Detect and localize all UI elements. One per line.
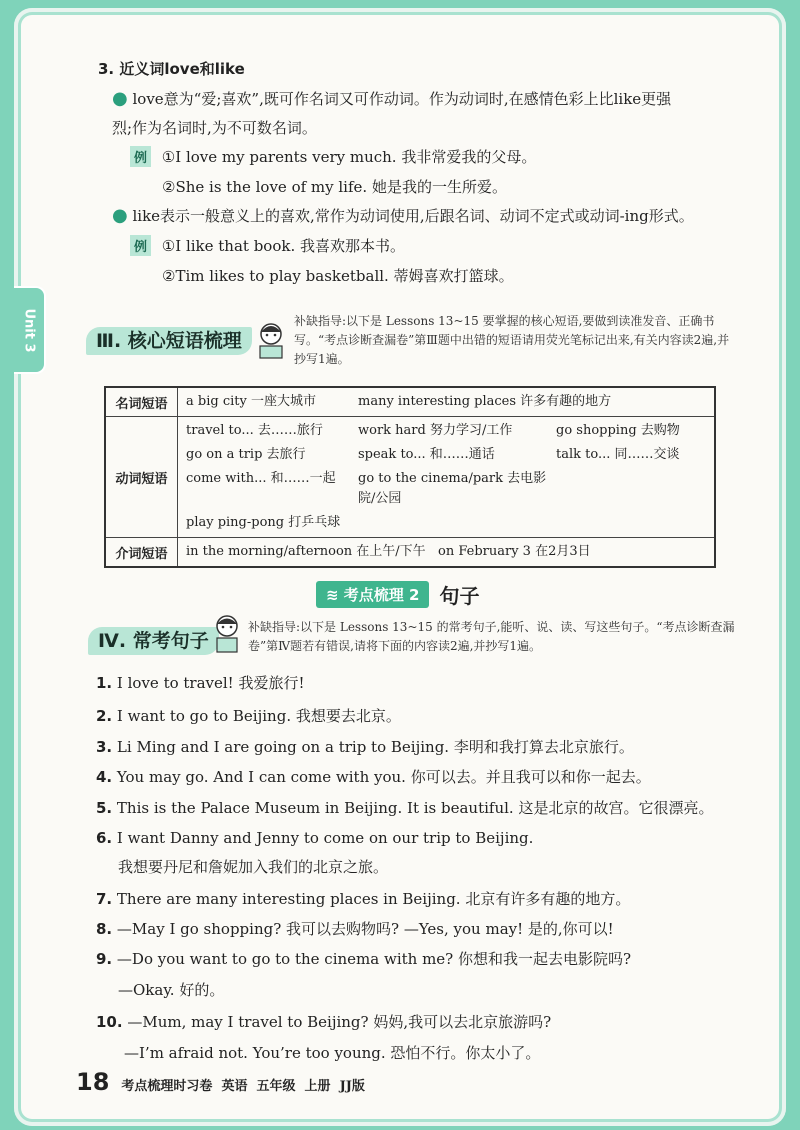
bullet-love-line2: 烈;作为名词时,为不可数名词。 bbox=[112, 119, 317, 137]
verb-phrase: come with... 和……一起 bbox=[186, 471, 336, 486]
sentence-item: 3. Li Ming and I are going on a trip to Beijing. 李明和我打算去北京旅行。 bbox=[96, 738, 634, 756]
verb-phrase: go shopping 去购物 bbox=[556, 423, 680, 438]
bullet-dot-icon: ● bbox=[112, 205, 128, 226]
page-number: 18 bbox=[76, 1068, 110, 1096]
verb-phrase: talk to... 同……交谈 bbox=[556, 447, 680, 462]
table-row-verb bbox=[105, 417, 715, 538]
sentence-item: 5. This is the Palace Museum in Beijing. It is beautiful. 这是北京的故宫。它很漂亮。 bbox=[96, 799, 714, 817]
section-banner bbox=[316, 580, 479, 609]
noun-label: 名词短语 bbox=[105, 387, 178, 417]
sentence-item: 9. —Do you want to go to the cinema with me? 你想和我一起去电影院吗? bbox=[96, 950, 632, 968]
bullet-like: ● like表示一般意义上的喜欢,常作为动词使用,后跟名词、动词不定式或动词-ing形式。 bbox=[112, 205, 694, 226]
prep-phrase: on February 3 在2月3日 bbox=[438, 544, 591, 559]
bullet-dot-icon: ● bbox=[112, 88, 128, 109]
page-footer bbox=[76, 1068, 365, 1096]
part4-note: 补缺指导:以下是 Lessons 13~15 的常考句子,能听、说、读、写这些句子。“考点诊断查漏卷”第Ⅳ题若有错误,请将下面的内容读2遍,并抄写1遍。 bbox=[248, 620, 735, 653]
example-3: 例 ①I like that book. 我喜欢那本书。 bbox=[130, 235, 405, 256]
noun-phrase: a big city 一座大城市 bbox=[186, 394, 316, 409]
phrase-table bbox=[104, 386, 716, 568]
sentence-item: 2. I want to go to Beijing. 我想要去北京。 bbox=[96, 707, 401, 725]
verb-label: 动词短语 bbox=[105, 417, 178, 538]
verb-phrase: go to the cinema/park 去电影院/公园 bbox=[358, 471, 547, 506]
verb-phrase: travel to... 去……旅行 bbox=[186, 423, 323, 438]
book-info: 考点梳理时习卷 英语 五年级 上册 JJ版 bbox=[121, 1079, 365, 1094]
section-title: 3. 近义词love和like bbox=[98, 60, 245, 78]
example-1: 例 ①I love my parents very much. 我非常爱我的父母。 bbox=[130, 146, 536, 167]
example-tag: 例 bbox=[130, 235, 151, 256]
sentence-item-reply: —I’m afraid not. You’re too young. 恐怕不行。你太小了。 bbox=[124, 1044, 541, 1062]
sentence-item: 10. —Mum, may I travel to Beijing? 妈妈,我可以去北京旅游吗? bbox=[96, 1013, 552, 1031]
verb-phrase bbox=[556, 469, 706, 509]
part3-heading-wrap bbox=[86, 326, 252, 353]
example-4: ②Tim likes to play basketball. 蒂姆喜欢打篮球。 bbox=[162, 267, 514, 285]
sentence-item-translation: 我想要丹尼和詹妮加入我们的北京之旅。 bbox=[118, 858, 389, 876]
verb-phrase: work hard 努力学习/工作 bbox=[358, 423, 513, 438]
bullet-love-line1: ● love意为“爱;喜欢”,既可作名词又可作动词。作为动词时,在感情色彩上比like更强 bbox=[112, 88, 672, 109]
sentence-item: 4. You may go. And I can come with you. 你可以去。并且我可以和你一起去。 bbox=[96, 768, 651, 786]
noun-phrase: many interesting places 许多有趣的地方 bbox=[358, 394, 612, 409]
unit-label: Unit 3 bbox=[21, 307, 37, 353]
part4-heading: Ⅳ. 常考句子 bbox=[88, 627, 219, 655]
table-row-prep bbox=[105, 538, 715, 568]
table-row-noun bbox=[105, 387, 715, 417]
part3-note: 补缺指导:以下是 Lessons 13~15 要掌握的核心短语,要做到读准发音、正确书写。“考点诊断查漏卷”第Ⅲ题中出错的短语请用荧光笔标记出来,有关内容读2遍,并抄写1遍。 bbox=[294, 314, 730, 366]
prep-label: 介词短语 bbox=[105, 538, 178, 568]
student-reading-icon bbox=[254, 320, 288, 360]
sentence-item: 6. I want Danny and Jenny to come on our trip to Beijing. bbox=[96, 829, 534, 847]
student-thinking-icon bbox=[212, 612, 242, 654]
verb-phrase: go on a trip 去旅行 bbox=[186, 447, 306, 462]
banner-title: 句子 bbox=[439, 584, 480, 608]
banner-label: ≋ 考点梳理 2 bbox=[316, 581, 429, 608]
part3-heading: Ⅲ. 核心短语梳理 bbox=[86, 327, 252, 355]
unit-side-tab bbox=[14, 286, 46, 374]
example-2: ②She is the love of my life. 她是我的一生所爱。 bbox=[162, 178, 507, 196]
sentence-item: 1. I love to travel! 我爱旅行! bbox=[96, 674, 305, 692]
sentence-item-reply: —Okay. 好的。 bbox=[118, 981, 225, 999]
verb-phrase: speak to... 和……通话 bbox=[358, 447, 495, 462]
part4-heading-wrap bbox=[88, 626, 219, 653]
sentence-item: 8. —May I go shopping? 我可以去购物吗? —Yes, you may! 是的,你可以! bbox=[96, 920, 614, 938]
example-tag: 例 bbox=[130, 146, 151, 167]
sentence-item: 7. There are many interesting places in Beijing. 北京有许多有趣的地方。 bbox=[96, 890, 631, 908]
prep-phrase: in the morning/afternoon 在上午/下午 bbox=[186, 544, 426, 559]
verb-phrase: play ping-pong 打乒乓球 bbox=[186, 515, 341, 530]
wave-icon: ≋ bbox=[326, 586, 344, 604]
